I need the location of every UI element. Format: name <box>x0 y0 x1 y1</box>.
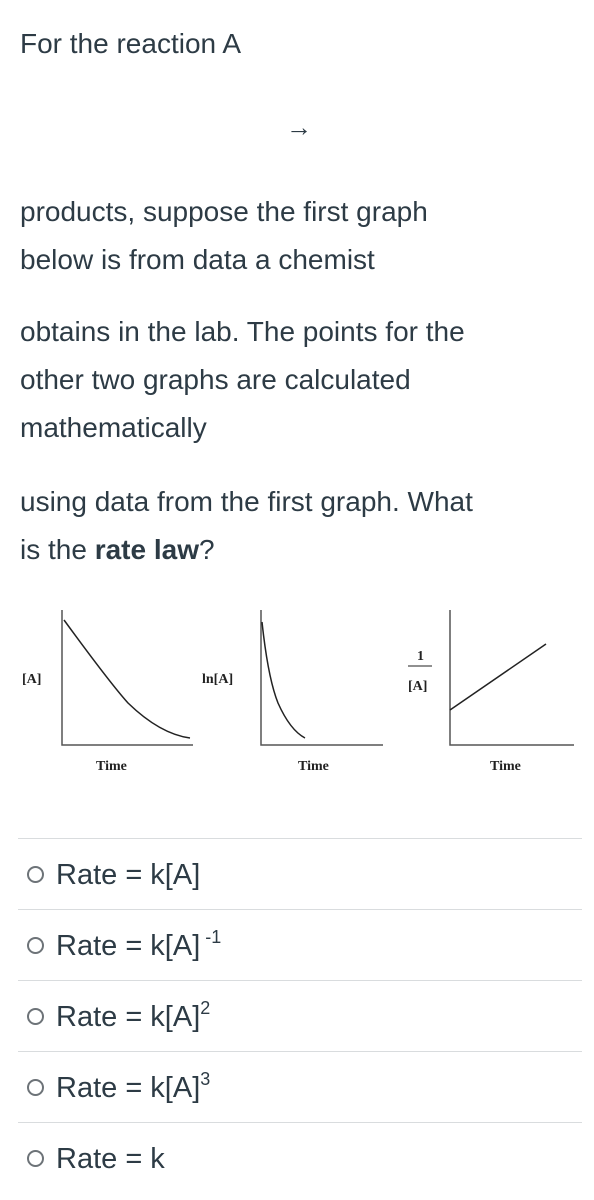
answer-text: Rate = k[A] <box>56 930 201 962</box>
graph-x-label: Time <box>490 759 521 774</box>
graph-y-label: [A] <box>22 672 42 687</box>
answer-option-5[interactable] <box>18 1122 582 1193</box>
reaction-arrow: → <box>286 112 312 142</box>
question-text-line: using data from the first graph. What <box>20 486 473 517</box>
graph-concentration-vs-time <box>22 610 193 774</box>
question-text-line: below is from data a chemist <box>20 244 375 275</box>
question-paragraph-3 <box>20 478 590 574</box>
radio-button[interactable] <box>27 1079 44 1096</box>
decay-curve <box>64 620 190 738</box>
answer-options <box>18 838 582 1193</box>
question-text: is the <box>20 534 95 565</box>
question-paragraph-2 <box>20 308 580 452</box>
question-text-line: mathematically <box>20 412 207 443</box>
graph-y-label-denominator: [A] <box>408 679 428 694</box>
graph-y-label-numerator: 1 <box>417 649 424 664</box>
question-text-line: other two graphs are calculated <box>20 364 411 395</box>
answer-label <box>56 856 200 892</box>
answer-label <box>56 1069 210 1105</box>
answer-exponent: 3 <box>200 1069 211 1089</box>
answer-text: Rate = k[A] <box>56 859 201 891</box>
graph-axes <box>62 610 193 745</box>
answer-option-1[interactable] <box>18 838 582 909</box>
answer-label <box>56 998 210 1034</box>
graph-x-label: Time <box>298 759 329 774</box>
graph-ln-concentration-vs-time <box>202 610 383 774</box>
question-line-1: For the reaction A <box>20 28 242 59</box>
answer-option-4[interactable] <box>18 1051 582 1122</box>
graph-axes <box>261 610 383 745</box>
graph-x-label: Time <box>96 759 127 774</box>
question-text-line <box>20 526 590 574</box>
linear-line <box>450 644 546 710</box>
radio-button[interactable] <box>27 866 44 883</box>
answer-label <box>56 1140 165 1176</box>
question-mark: ? <box>198 534 215 565</box>
question-text-line: products, suppose the first graph <box>20 196 428 227</box>
rate-law-emphasis: rate law <box>94 534 199 565</box>
answer-text: Rate = k[A] <box>56 1001 201 1033</box>
graph-y-label: ln[A] <box>202 672 234 687</box>
answer-label <box>56 927 221 963</box>
answer-text: Rate = k[A] <box>56 1072 201 1104</box>
answer-text: Rate = k <box>56 1143 165 1175</box>
radio-button[interactable] <box>27 1150 44 1167</box>
answer-exponent: -1 <box>200 927 222 947</box>
graph-inverse-concentration-vs-time <box>408 610 574 774</box>
radio-button[interactable] <box>27 937 44 954</box>
answer-exponent: 2 <box>200 998 211 1018</box>
question-text-line: obtains in the lab. The points for the <box>20 316 465 347</box>
answer-option-2[interactable] <box>18 909 582 980</box>
graphs-figure <box>0 598 594 788</box>
answer-option-3[interactable] <box>18 980 582 1051</box>
radio-button[interactable] <box>27 1008 44 1025</box>
decay-curve <box>262 622 305 738</box>
question-paragraph-1 <box>20 188 580 284</box>
graph-axes <box>450 610 574 745</box>
